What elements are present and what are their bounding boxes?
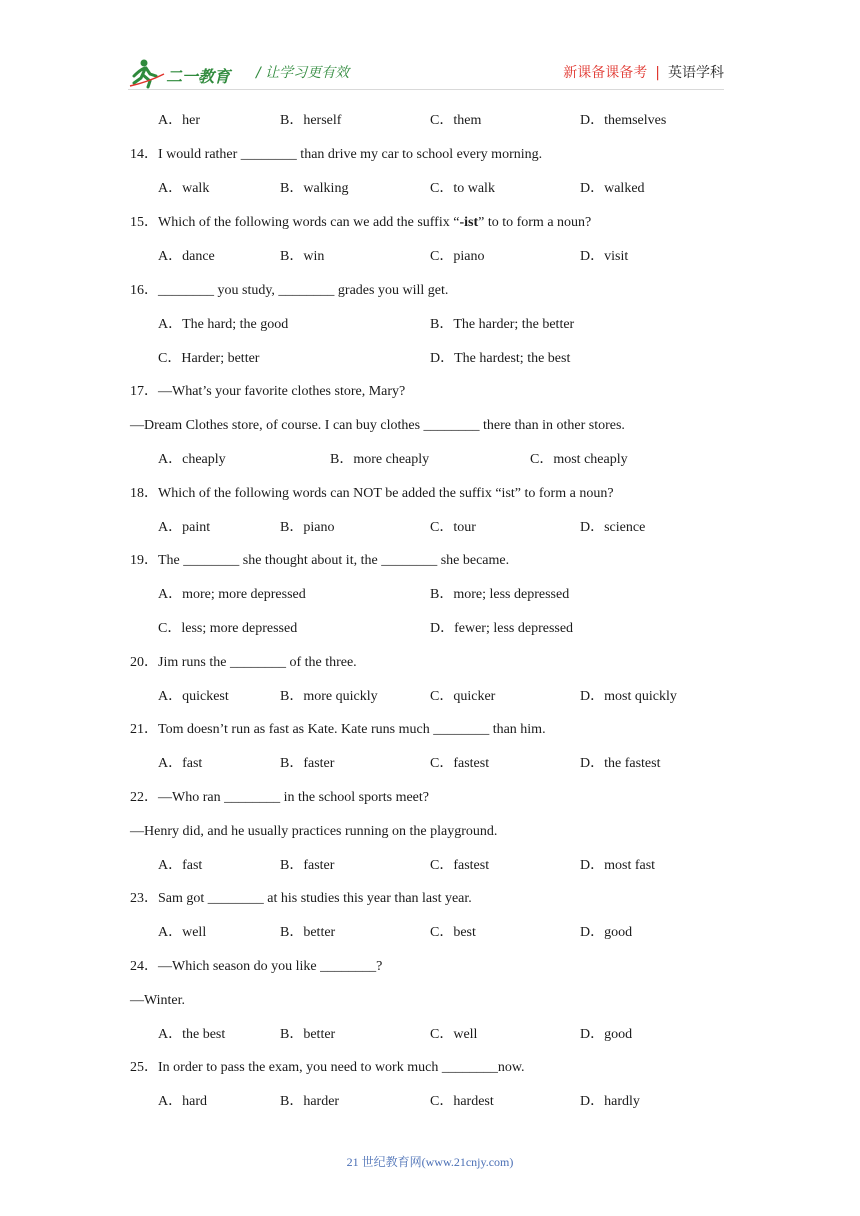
- answer-option: C．them: [430, 113, 482, 128]
- page-footer: 21 世纪教育网(www.21cnjy.com): [346, 1155, 514, 1169]
- logo: [128, 56, 240, 90]
- answer-option: A．The hard; the good: [158, 317, 289, 332]
- answer-option: C．quicker: [430, 689, 496, 704]
- answer-option: D．science: [580, 520, 646, 535]
- answer-option: B．walking: [280, 181, 349, 196]
- answer-option: D．good: [580, 925, 633, 940]
- answer-option: D．fewer; less depressed: [430, 621, 574, 636]
- dialogue-line: —Winter.: [130, 993, 186, 1008]
- question-stem: 24．—Which season do you like ________?: [130, 959, 383, 974]
- answer-option: D．visit: [580, 249, 629, 264]
- question-stem: 19．The ________ she thought about it, the ________ she became.: [130, 553, 510, 568]
- answer-option: B．better: [280, 1027, 336, 1042]
- question-stem: 23．Sam got ________ at his studies this year than last year.: [130, 891, 472, 906]
- stem-text: ” to to form a noun?: [478, 215, 592, 230]
- header-course-label: 新课备课备考: [563, 65, 648, 81]
- question-stem: 20．Jim runs the ________ of the three.: [130, 655, 357, 670]
- header-divider: [128, 89, 724, 90]
- answer-option: C．best: [430, 925, 476, 940]
- stem-text: 15．Which of the following words can we add the suffix “: [130, 215, 460, 230]
- answer-option: B．more quickly: [280, 689, 378, 704]
- answer-option: A．well: [158, 925, 207, 940]
- question-stem: 14．I would rather ________ than drive my car to school every morning.: [130, 147, 543, 162]
- question-stem: 22．—Who ran ________ in the school sports meet?: [130, 790, 430, 805]
- answer-option: D．themselves: [580, 113, 667, 128]
- answer-option: B．better: [280, 925, 336, 940]
- answer-option: C．piano: [430, 249, 485, 264]
- answer-option: D．good: [580, 1027, 633, 1042]
- suffix-bold: -ist: [459, 215, 479, 230]
- header-subject-label: 英语学科: [668, 65, 724, 81]
- answer-option: A．cheaply: [158, 452, 226, 467]
- answer-option: A．walk: [158, 181, 210, 196]
- answer-option: D．most fast: [580, 858, 656, 873]
- answer-option: A．fast: [158, 858, 203, 873]
- answer-option: B．herself: [280, 113, 342, 128]
- answer-option: A．fast: [158, 756, 203, 771]
- question-stem: 16．________ you study, ________ grades you will get.: [130, 283, 449, 298]
- answer-option: B．more cheaply: [330, 452, 430, 467]
- header-separator: |: [655, 65, 660, 81]
- answer-option: A．quickest: [158, 689, 229, 704]
- answer-option: A．hard: [158, 1094, 207, 1109]
- answer-option: A．more; more depressed: [158, 587, 306, 602]
- answer-option: B．more; less depressed: [430, 587, 570, 602]
- answer-option: B．harder: [280, 1094, 340, 1109]
- header-right: [563, 62, 724, 82]
- answer-option: C．well: [430, 1027, 478, 1042]
- answer-option: C．hardest: [430, 1094, 494, 1109]
- answer-option: B．piano: [280, 520, 335, 535]
- answer-option: C．less; more depressed: [158, 621, 298, 636]
- answer-option: A．her: [158, 113, 200, 128]
- answer-option: D．hardly: [580, 1094, 640, 1109]
- question-stem: [130, 214, 591, 232]
- answer-option: D．the fastest: [580, 756, 661, 771]
- question-stem: 25．In order to pass the exam, you need to work much ________now.: [130, 1060, 525, 1075]
- question-stem: 21．Tom doesn’t run as fast as Kate. Kate runs much ________ than him.: [130, 722, 546, 737]
- question-stem: 17．—What’s your favorite clothes store, Mary?: [130, 384, 406, 399]
- answer-option: A．dance: [158, 249, 215, 264]
- answer-option: A．the best: [158, 1027, 226, 1042]
- answer-option: B．faster: [280, 756, 335, 771]
- answer-option: C．Harder; better: [158, 351, 260, 366]
- answer-option: D．walked: [580, 181, 645, 196]
- answer-option: C．to walk: [430, 181, 495, 196]
- dialogue-line: —Dream Clothes store, of course. I can buy clothes ________ there than in other stores.: [130, 418, 625, 433]
- answer-option: D．most quickly: [580, 689, 677, 704]
- dialogue-line: —Henry did, and he usually practices running on the playground.: [130, 824, 498, 839]
- answer-option: C．fastest: [430, 756, 490, 771]
- slogan: / 让学习更有效: [256, 65, 350, 81]
- logo-text: 二一教育: [166, 67, 231, 86]
- answer-option: D．The hardest; the best: [430, 351, 571, 366]
- answer-option: C．tour: [430, 520, 476, 535]
- answer-option: A．paint: [158, 520, 211, 535]
- answer-option: C．most cheaply: [530, 452, 628, 467]
- answer-option: B．win: [280, 249, 325, 264]
- page-header: [0, 0, 860, 100]
- question-stem: 18．Which of the following words can NOT be added the suffix “ist” to form a noun?: [130, 486, 614, 501]
- answer-option: C．fastest: [430, 858, 490, 873]
- answer-option: B．faster: [280, 858, 335, 873]
- answer-option: B．The harder; the better: [430, 317, 575, 332]
